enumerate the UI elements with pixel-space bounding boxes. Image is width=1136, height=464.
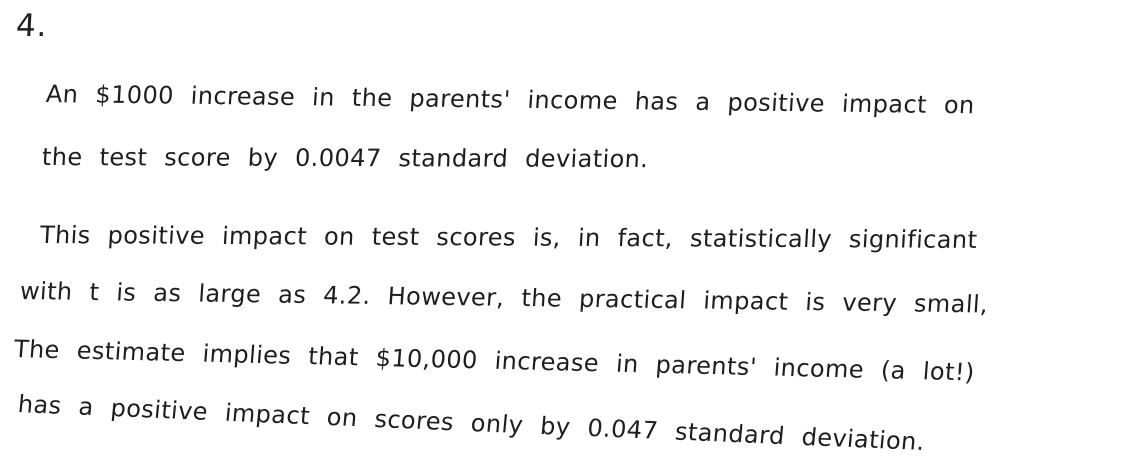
handwritten-line-3: This positive impact on test scores is, in fact, statistically significant (39, 221, 979, 254)
question-number: 4. (15, 8, 49, 44)
handwritten-line-4: with t is as large as 4.2. However, the practical impact is very small, (19, 277, 989, 319)
handwritten-line-2: the test score by 0.0047 standard deviation. (41, 143, 650, 174)
handwritten-line-1: An $1000 increase in the parents' income has a positive impact on (45, 80, 976, 120)
handwritten-line-5: The estimate implies that $10,000 increase in parents' income (a lot!) (12, 335, 976, 387)
handwritten-line-6: has a positive impact on scores only by 0.047 standard deviation. (16, 390, 927, 456)
